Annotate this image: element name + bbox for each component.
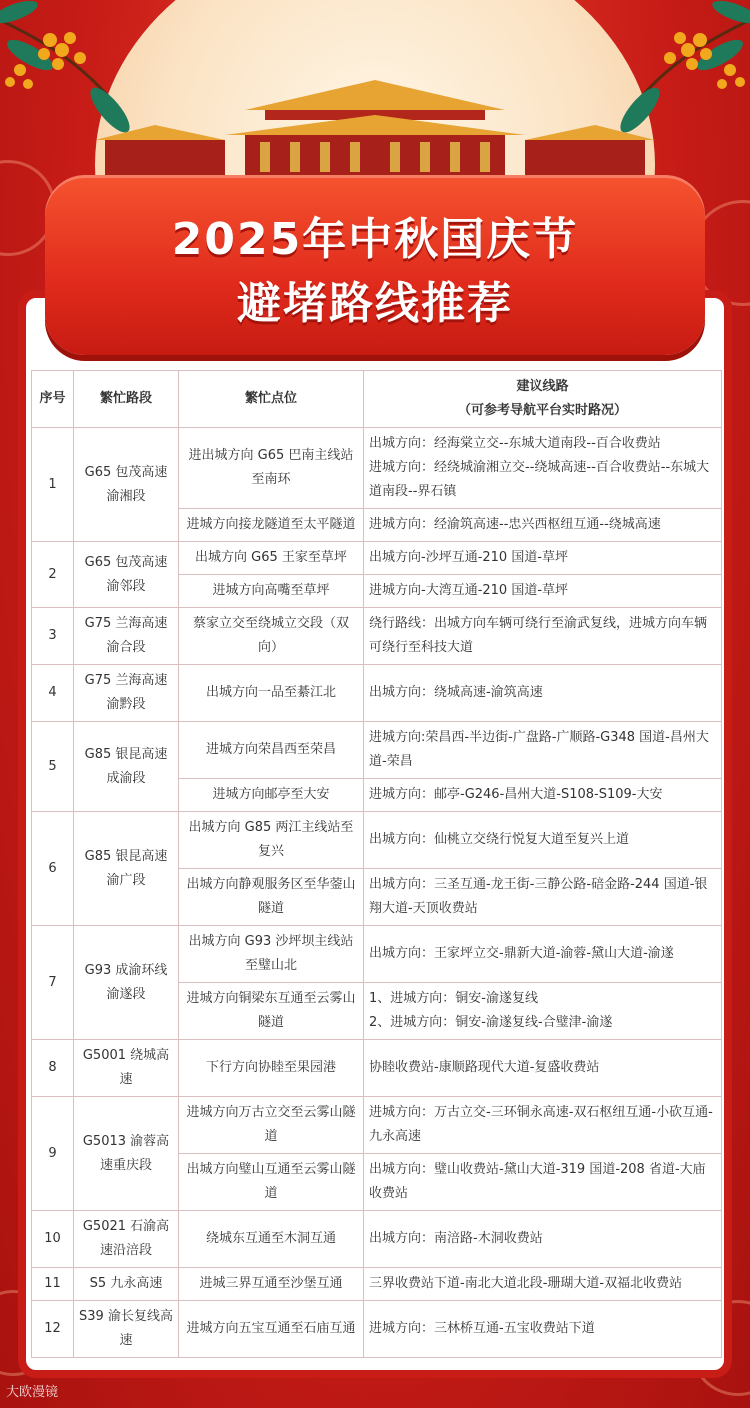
cell-road: G5021 石渝高速沿涪段 [74, 1211, 179, 1268]
cell-road: G85 银昆高速渝广段 [74, 812, 179, 926]
table-row [32, 1040, 722, 1097]
cell-suggest: 出城方向：南涪路-木洞收费站 [364, 1211, 722, 1268]
cell-point: 进城方向接龙隧道至太平隧道 [179, 509, 364, 542]
routes-table-body [32, 428, 722, 1358]
table-row [32, 542, 722, 575]
cell-seq: 8 [32, 1040, 74, 1097]
cell-road: G5013 渝蓉高速重庆段 [74, 1097, 179, 1211]
cell-road: G75 兰海高速渝黔段 [74, 665, 179, 722]
palace-illustration-icon [95, 80, 655, 190]
cell-point: 进城方向荣昌西至荣昌 [179, 722, 364, 779]
routes-table [31, 370, 722, 1358]
cell-point: 绕城东互通至木洞互通 [179, 1211, 364, 1268]
cell-point: 进城三界互通至沙堡互通 [179, 1268, 364, 1301]
header-suggest-note: （可参考导航平台实时路况） [457, 403, 627, 418]
cell-point: 出城方向 G65 王家至草坪 [179, 542, 364, 575]
table-row [32, 1268, 722, 1301]
table-row [32, 428, 722, 509]
cell-point: 下行方向协睦至果园港 [179, 1040, 364, 1097]
cell-point: 出城方向 G93 沙坪坝主线站至璧山北 [179, 926, 364, 983]
table-row [32, 608, 722, 665]
cell-point: 出城方向一品至綦江北 [179, 665, 364, 722]
cell-suggest: 进城方向：万古立交-三环铜永高速-双石枢纽互通-小砍互通-九永高速 [364, 1097, 722, 1154]
cell-suggest: 进城方向:荣昌西-半边街-广盘路-广顺路-G348 国道-昌州大道-荣昌 [364, 722, 722, 779]
cell-suggest: 出城方向-沙坪互通-210 国道-草坪 [364, 542, 722, 575]
cell-seq: 9 [32, 1097, 74, 1211]
table-row [32, 926, 722, 983]
cell-suggest: 进城方向：三林桥互通-五宝收费站下道 [364, 1301, 722, 1358]
cell-point: 进出城方向 G65 巴南主线站至南环 [179, 428, 364, 509]
cell-suggest: 出城方向：仙桃立交绕行悦复大道至复兴上道 [364, 812, 722, 869]
cell-road: S39 渝长复线高速 [74, 1301, 179, 1358]
page-title: 2025年中秋国庆节 [171, 214, 579, 265]
table-row [32, 1097, 722, 1154]
cell-seq: 7 [32, 926, 74, 1040]
cell-seq: 12 [32, 1301, 74, 1358]
cell-point: 进城方向五宝互通至石庙互通 [179, 1301, 364, 1358]
cell-suggest: 三界收费站下道-南北大道北段-珊瑚大道-双福北收费站 [364, 1268, 722, 1301]
cell-seq: 4 [32, 665, 74, 722]
cell-seq: 3 [32, 608, 74, 665]
header-road: 繁忙路段 [74, 371, 179, 428]
cell-road: G75 兰海高速渝合段 [74, 608, 179, 665]
header-suggest-title: 建议线路 [516, 379, 569, 394]
cell-seq: 10 [32, 1211, 74, 1268]
cell-point: 进城方向万古立交至云雾山隧道 [179, 1097, 364, 1154]
cell-point: 进城方向铜梁东互通至云雾山隧道 [179, 983, 364, 1040]
cell-seq: 2 [32, 542, 74, 608]
title-banner [45, 175, 705, 355]
cell-point: 出城方向璧山互通至云雾山隧道 [179, 1154, 364, 1211]
table-row [32, 1301, 722, 1358]
cell-seq: 1 [32, 428, 74, 542]
cell-road: G65 包茂高速渝湘段 [74, 428, 179, 542]
cell-seq: 5 [32, 722, 74, 812]
table-header-row [32, 371, 722, 428]
cell-suggest: 进城方向：经渝筑高速--忠兴西枢纽互通--绕城高速 [364, 509, 722, 542]
cell-suggest: 出城方向：绕城高速-渝筑高速 [364, 665, 722, 722]
cell-point: 出城方向 G85 两江主线站至复兴 [179, 812, 364, 869]
watermark-logo: 大欧漫镜 [6, 1385, 59, 1400]
table-row [32, 812, 722, 869]
table-row [32, 1211, 722, 1268]
cell-suggest: 出城方向：璧山收费站-黛山大道-319 国道-208 省道-大庙收费站 [364, 1154, 722, 1211]
page-subtitle: 避堵路线推荐 [237, 278, 513, 329]
cell-point: 蔡家立交至绕城立交段（双向） [179, 608, 364, 665]
cell-suggest: 绕行路线：出城方向车辆可绕行至渝武复线，进城方向车辆可绕行至科技大道 [364, 608, 722, 665]
cell-point: 出城方向静观服务区至华蓥山隧道 [179, 869, 364, 926]
table-row [32, 722, 722, 779]
cell-suggest: 出城方向：王家坪立交-鼎新大道-渝蓉-黛山大道-渝遂 [364, 926, 722, 983]
table-row [32, 665, 722, 722]
cell-suggest: 进城方向-大湾互通-210 国道-草坪 [364, 575, 722, 608]
cell-suggest: 出城方向：经海棠立交--东城大道南段--百合收费站 进城方向：经绕城渝湘立交--绕城高速--百合收费站--东城大道南段--界石镇 [364, 428, 722, 509]
cell-road: G65 包茂高速渝邻段 [74, 542, 179, 608]
cell-point: 进城方向邮亭至大安 [179, 779, 364, 812]
header-suggest [364, 371, 722, 428]
cell-seq: 6 [32, 812, 74, 926]
cell-suggest: 进城方向：邮亭-G246-昌州大道-S108-S109-大安 [364, 779, 722, 812]
cell-suggest: 出城方向：三圣互通-龙王街-三静公路-碚金路-244 国道-银翔大道-天顶收费站 [364, 869, 722, 926]
cell-suggest: 协睦收费站-康顺路现代大道-复盛收费站 [364, 1040, 722, 1097]
header-seq: 序号 [32, 371, 74, 428]
cell-point: 进城方向高嘴至草坪 [179, 575, 364, 608]
cell-road: G5001 绕城高速 [74, 1040, 179, 1097]
cell-seq: 11 [32, 1268, 74, 1301]
cell-road: G93 成渝环线渝遂段 [74, 926, 179, 1040]
cell-road: G85 银昆高速成渝段 [74, 722, 179, 812]
cell-road: S5 九永高速 [74, 1268, 179, 1301]
cell-suggest: 1、进城方向：铜安-渝遂复线 2、进城方向：铜安-渝遂复线-合璧津-渝遂 [364, 983, 722, 1040]
header-point: 繁忙点位 [179, 371, 364, 428]
